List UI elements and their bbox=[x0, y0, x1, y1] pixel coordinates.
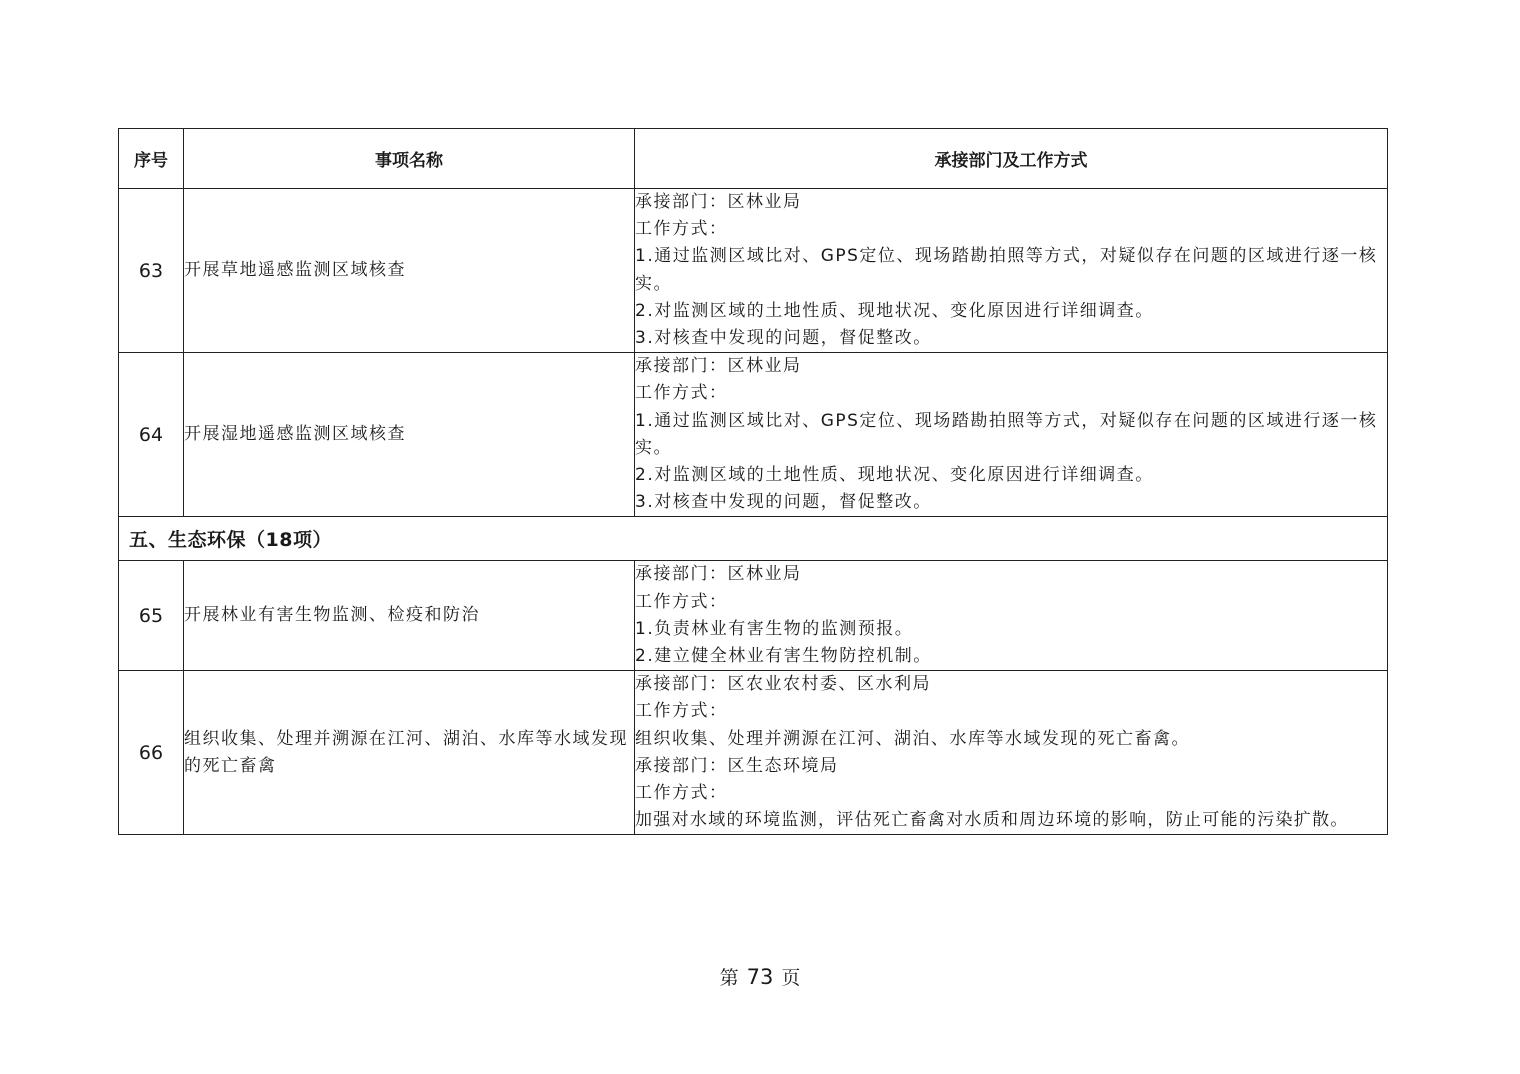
footer-suffix: 页 bbox=[781, 967, 801, 989]
dept-line: 工作方式： bbox=[635, 701, 728, 722]
dept-line: 承接部门：区林业局 bbox=[635, 192, 802, 212]
dept-line: 工作方式： bbox=[635, 219, 728, 240]
dept-line: 3.对核查中发现的问题，督促整改。 bbox=[635, 328, 932, 349]
row-number: 63 bbox=[119, 189, 184, 353]
row-name: 开展林业有害生物监测、检疫和防治 bbox=[184, 561, 635, 671]
dept-line: 工作方式： bbox=[635, 783, 728, 804]
dept-line: 承接部门：区生态环境局 bbox=[635, 755, 839, 776]
row-number: 65 bbox=[119, 561, 184, 671]
table-row bbox=[119, 671, 1388, 835]
dept-line: 2.建立健全林业有害生物防控机制。 bbox=[635, 646, 932, 667]
dept-line: 工作方式： bbox=[635, 383, 728, 404]
dept-line: 组织收集、处理并溯源在江河、湖泊、水库等水域发现的死亡畜禽。 bbox=[635, 728, 1190, 749]
row-name: 组织收集、处理并溯源在江河、湖泊、水库等水域发现的死亡畜禽 bbox=[184, 671, 635, 835]
header-no: 序号 bbox=[119, 129, 184, 189]
row-dept bbox=[635, 189, 1388, 353]
row-dept bbox=[635, 561, 1388, 671]
table-header-row bbox=[119, 129, 1388, 189]
row-number: 64 bbox=[119, 353, 184, 517]
row-name: 开展湿地遥感监测区域核查 bbox=[184, 353, 635, 517]
header-dept: 承接部门及工作方式 bbox=[635, 129, 1388, 189]
dept-line: 1.负责林业有害生物的监测预报。 bbox=[635, 618, 914, 639]
row-number: 66 bbox=[119, 671, 184, 835]
dept-line: 1.通过监测区域比对、GPS定位、现场踏勘拍照等方式，对疑似存在问题的区域进行逐一核实。 bbox=[635, 410, 1378, 458]
row-dept bbox=[635, 671, 1388, 835]
header-name: 事项名称 bbox=[184, 129, 635, 189]
dept-line: 承接部门：区林业局 bbox=[635, 564, 802, 585]
page-number: 73 bbox=[746, 965, 774, 989]
table-row bbox=[119, 189, 1388, 353]
items-table bbox=[118, 128, 1388, 835]
dept-line: 承接部门：区林业局 bbox=[635, 356, 802, 377]
row-name: 开展草地遥感监测区域核查 bbox=[184, 189, 635, 353]
dept-line: 工作方式： bbox=[635, 591, 728, 612]
row-dept bbox=[635, 353, 1388, 517]
section-title: 五、生态环保（18项） bbox=[119, 517, 1388, 561]
dept-line: 2.对监测区域的土地性质、现地状况、变化原因进行详细调查。 bbox=[635, 300, 1154, 321]
page-footer bbox=[0, 963, 1520, 990]
dept-line: 3.对核查中发现的问题，督促整改。 bbox=[635, 492, 932, 513]
footer-prefix: 第 bbox=[719, 967, 739, 989]
dept-line: 加强对水域的环境监测，评估死亡畜禽对水质和周边环境的影响，防止可能的污染扩散。 bbox=[635, 810, 1349, 831]
dept-line: 承接部门：区农业农村委、区水利局 bbox=[635, 674, 931, 695]
section-row bbox=[119, 517, 1388, 561]
dept-line: 2.对监测区域的土地性质、现地状况、变化原因进行详细调查。 bbox=[635, 465, 1154, 486]
table-row bbox=[119, 561, 1388, 671]
table-row bbox=[119, 353, 1388, 517]
dept-line: 1.通过监测区域比对、GPS定位、现场踏勘拍照等方式，对疑似存在问题的区域进行逐一核实。 bbox=[635, 246, 1378, 294]
